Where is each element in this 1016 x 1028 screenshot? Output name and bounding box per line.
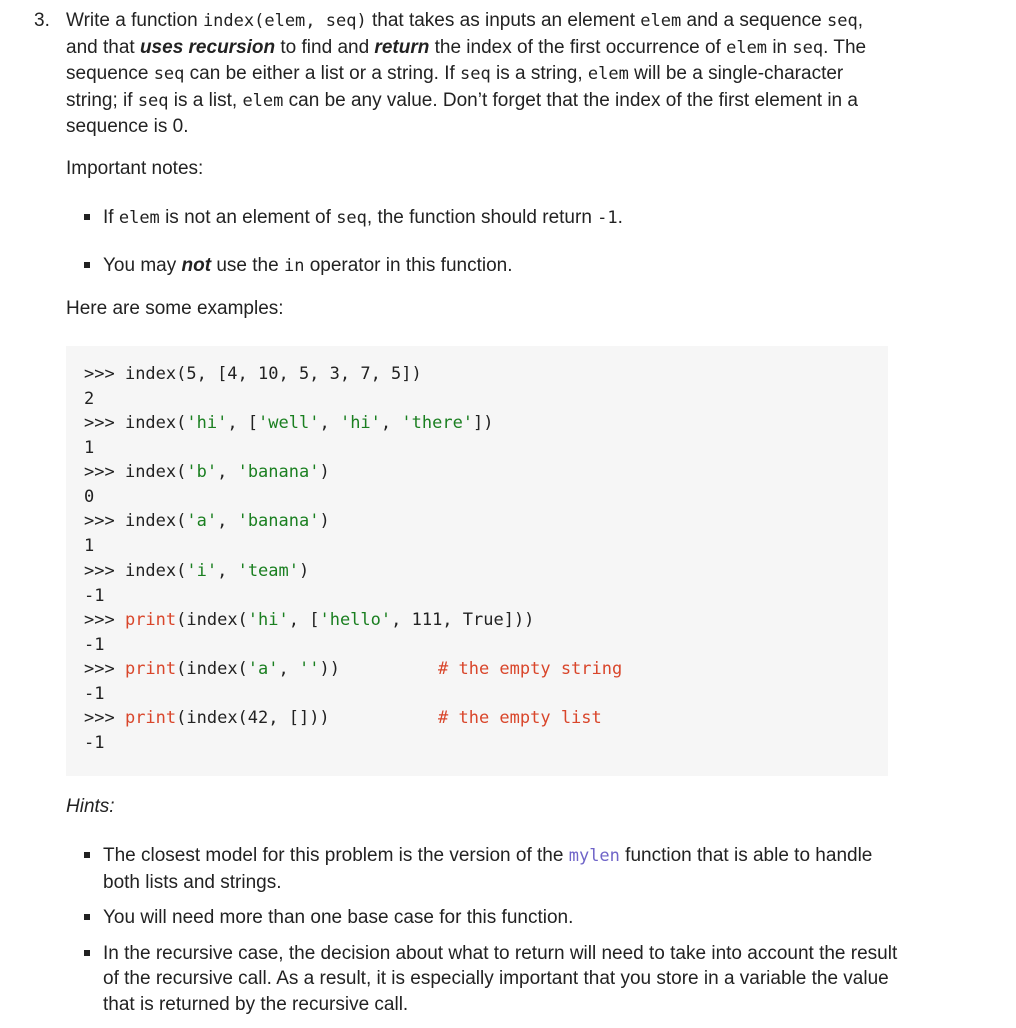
prompt-symbol: >>> <box>84 413 125 433</box>
code-output-line: -1 <box>84 733 105 753</box>
code-input-line <box>84 411 494 435</box>
code-string: 'team' <box>237 561 299 581</box>
text-run: the index of the first occurrence of <box>429 36 727 58</box>
text-run: If <box>103 207 119 228</box>
emphasis-not: not <box>181 254 212 276</box>
code-elem: elem <box>587 64 629 85</box>
examples-heading: Here are some examples: <box>66 298 284 319</box>
code-call: index( <box>124 413 187 433</box>
code-call: )) <box>319 659 340 679</box>
code-call: ]) <box>473 413 494 433</box>
code-elem: elem <box>640 11 682 31</box>
code-call: index( <box>124 561 187 581</box>
mylen-link[interactable]: mylen <box>568 846 620 866</box>
text-run: , the function should return <box>366 207 598 228</box>
problem-number: 3. <box>34 10 50 31</box>
code-call: , <box>380 413 402 433</box>
text-run: use the <box>211 254 284 276</box>
list-item <box>84 253 904 280</box>
code-string: 'b' <box>186 462 218 482</box>
function-signature: index(elem, seq) <box>202 11 367 31</box>
code-call: (index( <box>176 610 248 630</box>
text-run: that takes as inputs an element <box>366 10 641 31</box>
square-bullet-icon <box>84 262 90 268</box>
square-bullet-icon <box>84 214 90 220</box>
code-string: 'a' <box>186 511 218 531</box>
text-run: can be either a list or a string. If <box>184 63 461 85</box>
prompt-symbol: >>> <box>84 511 125 531</box>
code-elem: elem <box>242 90 284 111</box>
code-call: ) <box>299 561 310 581</box>
code-builtin: print <box>124 708 177 728</box>
code-output-line: 1 <box>84 438 95 458</box>
text-run: You may <box>103 254 182 276</box>
text-run: and a sequence <box>681 10 828 31</box>
square-bullet-icon <box>84 914 90 920</box>
code-output-line: -1 <box>84 684 105 704</box>
text-run: . The sequence <box>66 36 867 85</box>
code-string: 'banana' <box>237 462 320 482</box>
code-input-line <box>84 559 309 583</box>
code-call: index(5, [4, 10, 5, 3, 7, 5]) <box>124 364 422 384</box>
code-seq: seq <box>827 11 858 31</box>
problem-text <box>66 8 894 140</box>
examples-code-block <box>66 346 888 776</box>
prompt-symbol: >>> <box>84 659 125 679</box>
code-minus-one: -1 <box>597 208 618 228</box>
code-call: (index( <box>176 659 248 679</box>
text-run: function that is able to handle both lists and strings. <box>103 845 873 893</box>
code-call: , [ <box>288 610 320 630</box>
code-input-line <box>84 706 874 730</box>
code-output-line: 2 <box>84 389 95 409</box>
list-item <box>84 941 904 1018</box>
code-comment: # the empty list <box>438 708 602 728</box>
prompt-symbol: >>> <box>84 364 125 384</box>
text-run: will be a single-character string; if <box>66 63 844 111</box>
code-elem: elem <box>118 208 160 228</box>
text-run: to find and <box>275 36 375 58</box>
square-bullet-icon <box>84 852 90 858</box>
hints-list <box>84 843 904 1028</box>
text-run: is a list, <box>168 89 243 111</box>
code-call: , [ <box>227 413 259 433</box>
code-input-line <box>84 362 422 386</box>
text-run: You will need more than one base case for this function. <box>103 907 574 929</box>
code-input-line <box>84 608 534 632</box>
text-run: can be any value. Don’t forget that the index of the first element in a sequence is 0. <box>66 89 858 138</box>
code-call: index( <box>124 462 187 482</box>
text-run: . <box>617 207 623 228</box>
code-call: (index(42, [])) <box>176 708 330 728</box>
square-bullet-icon <box>84 950 90 956</box>
code-output-line: -1 <box>84 635 105 655</box>
text-run: The closest model for this problem is the version of the <box>103 845 569 866</box>
code-call: , <box>278 659 299 679</box>
code-string: 'hi' <box>339 413 381 433</box>
prompt-symbol: >>> <box>84 462 125 482</box>
code-in: in <box>283 255 305 276</box>
list-item <box>84 205 904 232</box>
code-call: ) <box>319 511 330 531</box>
important-notes-list <box>84 205 904 300</box>
list-item <box>84 905 904 931</box>
code-input-line <box>84 460 330 484</box>
text-run: In the recursive case, the decision about what to return will need to take into account the result of the recursive call. As a result, it is especially important that you store in a variable the value that is returned by the recursive call. <box>103 942 898 1015</box>
code-call: , <box>217 511 238 531</box>
code-output-line: -1 <box>84 586 105 606</box>
list-item <box>84 843 904 895</box>
code-input-line <box>84 509 330 533</box>
code-input-line <box>84 657 874 681</box>
code-string: 'hi' <box>247 610 289 630</box>
text-run: in <box>767 36 793 58</box>
prompt-symbol: >>> <box>84 708 125 728</box>
code-string: 'hi' <box>186 413 228 433</box>
code-call: , <box>217 462 238 482</box>
code-string: 'hello' <box>319 610 392 630</box>
code-output-line: 0 <box>84 487 95 507</box>
text-run: operator in this function. <box>304 254 513 276</box>
code-string: 'a' <box>247 659 279 679</box>
code-elem: elem <box>726 37 768 58</box>
emphasis-return: return <box>374 36 430 58</box>
code-builtin: print <box>124 610 177 630</box>
code-call: , 111, True])) <box>391 610 535 630</box>
code-seq: seq <box>460 64 491 85</box>
code-string: 'well' <box>258 413 320 433</box>
code-string: 'banana' <box>237 511 320 531</box>
code-seq: seq <box>336 208 367 228</box>
prompt-symbol: >>> <box>84 561 125 581</box>
text-run: is a string, <box>490 63 588 85</box>
code-call: , <box>217 561 238 581</box>
code-call: ) <box>319 462 330 482</box>
code-output-line: 1 <box>84 536 95 556</box>
text-run: is not an element of <box>159 207 337 228</box>
code-string: 'i' <box>186 561 218 581</box>
code-builtin: print <box>124 659 177 679</box>
text-run: Write a function <box>66 10 203 31</box>
code-string: 'there' <box>401 413 474 433</box>
hints-heading: Hints: <box>66 796 115 817</box>
code-call: , <box>319 413 340 433</box>
code-string: '' <box>299 659 320 679</box>
code-seq: seq <box>137 90 169 111</box>
code-call: index( <box>124 511 187 531</box>
code-comment: # the empty string <box>438 659 623 679</box>
emphasis-uses-recursion: uses recursion <box>139 36 276 58</box>
prompt-symbol: >>> <box>84 610 125 630</box>
important-notes-heading: Important notes: <box>66 158 204 179</box>
code-seq: seq <box>153 64 185 85</box>
text-run: , and that <box>66 10 864 58</box>
code-seq: seq <box>792 37 824 58</box>
